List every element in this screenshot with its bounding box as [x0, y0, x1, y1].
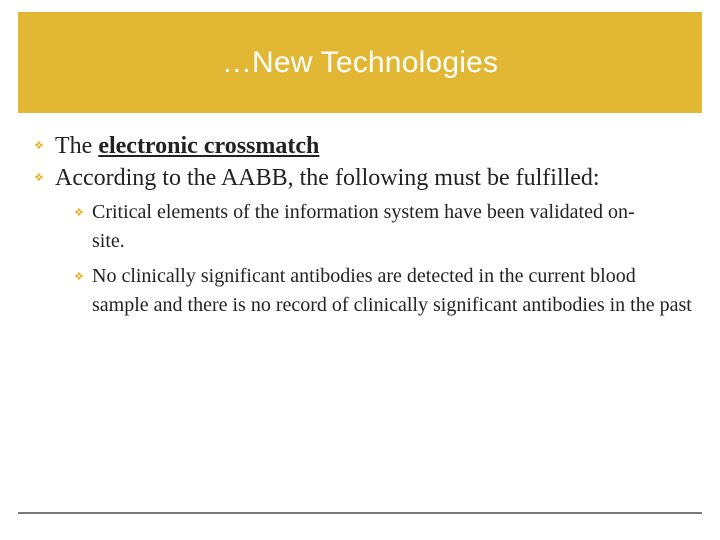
ribbon-bullet-icon: ❖	[34, 139, 44, 152]
sub-bullet-no-antibodies	[74, 262, 694, 320]
ribbon-bullet-icon: ❖	[74, 270, 84, 283]
bullet-prefix: The	[55, 133, 99, 159]
sub-bullet-text: Critical elements of the information system have been validated on-site.	[92, 201, 635, 252]
bullet-text: According to the AABB, the following must be fulfilled:	[55, 165, 600, 191]
ribbon-bullet-icon: ❖	[74, 206, 84, 219]
ribbon-bullet-icon: ❖	[34, 171, 44, 184]
sub-bullet-validated	[74, 198, 694, 256]
footer-divider	[18, 512, 702, 514]
sub-bullet-text: No clinically significant antibodies are detected in the current blood sample and there is no record of clinically significant antibodies in the past	[92, 265, 692, 316]
slide-body	[34, 132, 694, 322]
bullet-electronic-crossmatch	[34, 132, 694, 160]
bullet-text	[55, 132, 319, 160]
bullet-aabb-requirements	[34, 164, 694, 192]
slide-title: …New Technologies	[221, 45, 499, 79]
title-banner	[18, 12, 702, 113]
bullet-emphasis: electronic crossmatch	[98, 133, 320, 159]
